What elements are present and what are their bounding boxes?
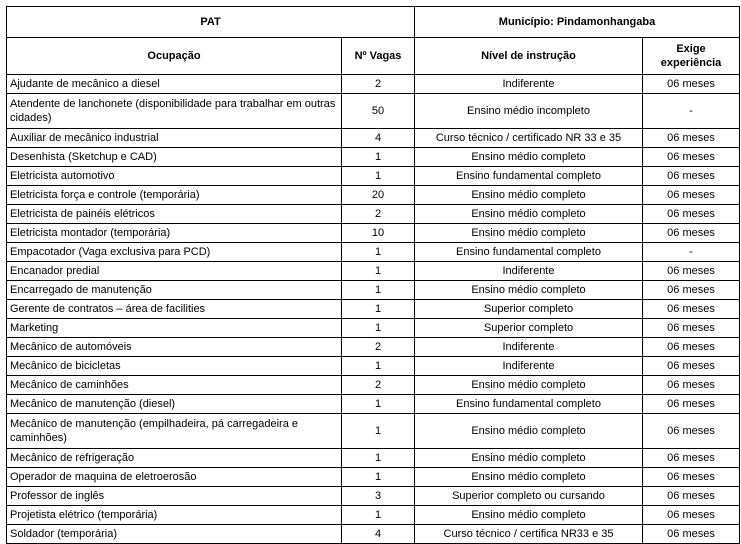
- cell-experiencia: 06 meses: [643, 129, 740, 148]
- cell-experiencia: 06 meses: [643, 357, 740, 376]
- table-row: [7, 205, 740, 224]
- cell-ocupacao: Mecânico de caminhões: [7, 376, 342, 395]
- cell-vagas: 10: [342, 224, 415, 243]
- cell-experiencia: 06 meses: [643, 525, 740, 544]
- cell-experiencia: 06 meses: [643, 224, 740, 243]
- cell-ocupacao: Gerente de contratos – área de facilities: [7, 300, 342, 319]
- cell-nivel: Superior completo ou cursando: [415, 487, 643, 506]
- table-row: [7, 129, 740, 148]
- cell-ocupacao: Empacotador (Vaga exclusiva para PCD): [7, 243, 342, 262]
- table-row: [7, 94, 740, 129]
- cell-ocupacao: Mecânico de manutenção (empilhadeira, pá carregadeira e caminhões): [7, 414, 342, 449]
- cell-experiencia: 06 meses: [643, 395, 740, 414]
- cell-ocupacao: Ajudante de mecânico a diesel: [7, 75, 342, 94]
- cell-vagas: 1: [342, 506, 415, 525]
- column-header-experiencia: Exige experiência: [643, 38, 740, 75]
- cell-vagas: 4: [342, 525, 415, 544]
- cell-nivel: Ensino médio completo: [415, 205, 643, 224]
- table-row: [7, 338, 740, 357]
- cell-vagas: 1: [342, 243, 415, 262]
- cell-vagas: 2: [342, 338, 415, 357]
- cell-experiencia: 06 meses: [643, 338, 740, 357]
- cell-vagas: 1: [342, 468, 415, 487]
- cell-vagas: 1: [342, 395, 415, 414]
- cell-vagas: 20: [342, 186, 415, 205]
- cell-nivel: Ensino médio completo: [415, 449, 643, 468]
- cell-nivel: Indiferente: [415, 338, 643, 357]
- cell-nivel: Ensino médio completo: [415, 186, 643, 205]
- table-row: [7, 148, 740, 167]
- cell-ocupacao: Eletricista força e controle (temporária): [7, 186, 342, 205]
- jobs-table: [6, 6, 740, 544]
- cell-nivel: Superior completo: [415, 300, 643, 319]
- cell-ocupacao: Mecânico de manutenção (diesel): [7, 395, 342, 414]
- cell-experiencia: -: [643, 94, 740, 129]
- cell-vagas: 1: [342, 300, 415, 319]
- cell-experiencia: 06 meses: [643, 167, 740, 186]
- cell-nivel: Ensino médio completo: [415, 281, 643, 300]
- cell-vagas: 2: [342, 75, 415, 94]
- cell-vagas: 1: [342, 281, 415, 300]
- cell-experiencia: 06 meses: [643, 300, 740, 319]
- cell-ocupacao: Atendente de lanchonete (disponibilidade para trabalhar em outras cidades): [7, 94, 342, 129]
- cell-experiencia: 06 meses: [643, 468, 740, 487]
- cell-experiencia: 06 meses: [643, 186, 740, 205]
- cell-experiencia: 06 meses: [643, 148, 740, 167]
- municipality-title: Município: Pindamonhangaba: [415, 7, 740, 38]
- cell-experiencia: 06 meses: [643, 376, 740, 395]
- cell-vagas: 4: [342, 129, 415, 148]
- cell-vagas: 1: [342, 262, 415, 281]
- cell-ocupacao: Eletricista automotivo: [7, 167, 342, 186]
- cell-nivel: Ensino médio completo: [415, 414, 643, 449]
- cell-vagas: 1: [342, 414, 415, 449]
- cell-nivel: Ensino médio completo: [415, 376, 643, 395]
- cell-vagas: 50: [342, 94, 415, 129]
- cell-nivel: Ensino fundamental completo: [415, 167, 643, 186]
- table-row: [7, 468, 740, 487]
- cell-nivel: Superior completo: [415, 319, 643, 338]
- cell-ocupacao: Desenhista (Sketchup e CAD): [7, 148, 342, 167]
- cell-ocupacao: Professor de inglês: [7, 487, 342, 506]
- cell-experiencia: -: [643, 243, 740, 262]
- table-row: [7, 186, 740, 205]
- cell-experiencia: 06 meses: [643, 262, 740, 281]
- cell-nivel: Ensino fundamental completo: [415, 243, 643, 262]
- cell-nivel: Ensino médio completo: [415, 468, 643, 487]
- table-row: [7, 224, 740, 243]
- table-row: [7, 449, 740, 468]
- cell-nivel: Ensino médio completo: [415, 224, 643, 243]
- cell-vagas: 3: [342, 487, 415, 506]
- cell-nivel: Ensino médio completo: [415, 148, 643, 167]
- table-row: [7, 357, 740, 376]
- cell-experiencia: 06 meses: [643, 205, 740, 224]
- column-header-row: [7, 38, 740, 75]
- cell-nivel: Indiferente: [415, 262, 643, 281]
- table-row: [7, 506, 740, 525]
- table-row: [7, 300, 740, 319]
- cell-nivel: Curso técnico / certificado NR 33 e 35: [415, 129, 643, 148]
- table-row: [7, 262, 740, 281]
- agency-title: PAT: [7, 7, 415, 38]
- cell-ocupacao: Projetista elétrico (temporária): [7, 506, 342, 525]
- cell-ocupacao: Encarregado de manutenção: [7, 281, 342, 300]
- cell-experiencia: 06 meses: [643, 506, 740, 525]
- table-row: [7, 414, 740, 449]
- cell-ocupacao: Eletricista de painéis elétricos: [7, 205, 342, 224]
- cell-ocupacao: Encanador predial: [7, 262, 342, 281]
- column-header-nivel: Nível de instrução: [415, 38, 643, 75]
- column-header-vagas: Nº Vagas: [342, 38, 415, 75]
- cell-ocupacao: Operador de maquina de eletroerosão: [7, 468, 342, 487]
- cell-ocupacao: Mecânico de bicicletas: [7, 357, 342, 376]
- table-body: [7, 75, 740, 544]
- cell-ocupacao: Marketing: [7, 319, 342, 338]
- cell-ocupacao: Mecânico de refrigeração: [7, 449, 342, 468]
- cell-nivel: Indiferente: [415, 75, 643, 94]
- cell-ocupacao: Eletricista montador (temporária): [7, 224, 342, 243]
- cell-experiencia: 06 meses: [643, 414, 740, 449]
- cell-experiencia: 06 meses: [643, 319, 740, 338]
- cell-ocupacao: Mecânico de automóveis: [7, 338, 342, 357]
- column-header-ocupacao: Ocupação: [7, 38, 342, 75]
- cell-experiencia: 06 meses: [643, 487, 740, 506]
- table-row: [7, 395, 740, 414]
- cell-experiencia: 06 meses: [643, 449, 740, 468]
- cell-experiencia: 06 meses: [643, 75, 740, 94]
- cell-experiencia: 06 meses: [643, 281, 740, 300]
- cell-ocupacao: Auxiliar de mecânico industrial: [7, 129, 342, 148]
- cell-vagas: 1: [342, 167, 415, 186]
- table-row: [7, 75, 740, 94]
- cell-nivel: Ensino médio incompleto: [415, 94, 643, 129]
- cell-ocupacao: Soldador (temporária): [7, 525, 342, 544]
- table-row: [7, 281, 740, 300]
- table-row: [7, 243, 740, 262]
- table-row: [7, 525, 740, 544]
- cell-vagas: 1: [342, 357, 415, 376]
- cell-vagas: 1: [342, 319, 415, 338]
- cell-nivel: Curso técnico / certifica NR33 e 35: [415, 525, 643, 544]
- table-row: [7, 487, 740, 506]
- cell-vagas: 1: [342, 449, 415, 468]
- cell-nivel: Ensino médio completo: [415, 506, 643, 525]
- table-row: [7, 167, 740, 186]
- cell-nivel: Ensino fundamental completo: [415, 395, 643, 414]
- title-row: [7, 7, 740, 38]
- cell-vagas: 2: [342, 205, 415, 224]
- table-row: [7, 319, 740, 338]
- cell-vagas: 2: [342, 376, 415, 395]
- cell-nivel: Indiferente: [415, 357, 643, 376]
- table-row: [7, 376, 740, 395]
- cell-vagas: 1: [342, 148, 415, 167]
